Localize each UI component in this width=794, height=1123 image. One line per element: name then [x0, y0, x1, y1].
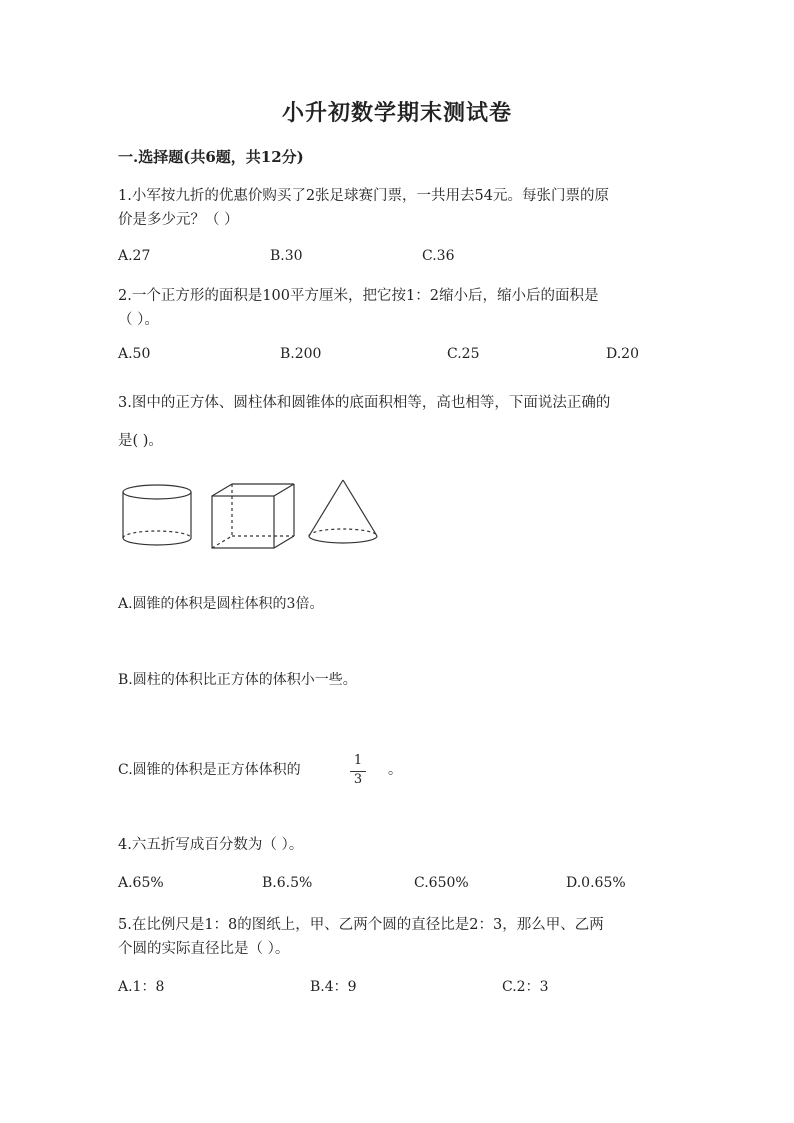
question-2-stem: [118, 284, 678, 332]
question-2-line-1: 2.一个正方形的面积是100平方厘米，把它按1：2缩小后，缩小后的面积是: [118, 288, 599, 304]
question-4-option-a[interactable]: A.65%: [118, 875, 164, 891]
question-2-line-2: （ ）。: [118, 312, 159, 328]
question-3-option-c-text: C.圆锥的体积是正方体体积的: [118, 762, 301, 778]
section-title: 一.选择题(共6题，共12分): [118, 148, 304, 166]
question-4-option-b[interactable]: B.6.5%: [262, 875, 313, 891]
fraction-numerator: 1: [353, 753, 363, 768]
question-4-stem: [118, 833, 678, 857]
question-3-option-c-tail: 。: [388, 762, 402, 778]
cube-shape: [212, 484, 294, 548]
question-3-figure: [112, 476, 392, 556]
question-1-option-c[interactable]: C.36: [422, 248, 455, 264]
question-2-option-a[interactable]: A.50: [118, 346, 151, 362]
question-1-option-b[interactable]: B.30: [270, 248, 303, 264]
question-1-line-1: 1.小军按九折的优惠价购买了2张足球赛门票，一共用去54元。每张门票的原: [118, 188, 610, 204]
question-2-option-d[interactable]: D.20: [606, 346, 639, 362]
question-3-stem: [118, 384, 678, 460]
question-3-line-1: 3.图中的正方体、圆柱体和圆锥体的底面积相等，高也相等，下面说法正确的: [118, 395, 611, 411]
question-1-stem: [118, 184, 678, 232]
page-title: 小升初数学期末测试卷: [281, 100, 512, 126]
question-5-option-a[interactable]: A.1：8: [118, 979, 165, 995]
question-5-option-c[interactable]: C.2：3: [502, 979, 549, 995]
cone-shape: [309, 480, 377, 543]
question-2-option-b[interactable]: B.200: [280, 346, 322, 362]
question-3-line-2: 是( )。: [118, 433, 163, 449]
question-2-option-c[interactable]: C.25: [447, 346, 480, 362]
question-3-option-a[interactable]: A.圆锥的体积是圆柱体积的3倍。: [118, 596, 324, 612]
question-1-option-a[interactable]: A.27: [118, 248, 151, 264]
question-1-line-2: 价是多少元？（ ）: [118, 212, 239, 228]
question-4-option-c[interactable]: C.650%: [414, 875, 469, 891]
question-4-option-d[interactable]: D.0.65%: [566, 875, 626, 891]
question-5-line-2: 个圆的实际直径比是（ ）。: [118, 941, 290, 957]
question-4-line-1: 4.六五折写成百分数为（ ）。: [118, 837, 304, 853]
question-5-option-b[interactable]: B.4：9: [310, 979, 357, 995]
question-5-stem: [118, 913, 678, 961]
fraction-denominator: 3: [353, 772, 363, 787]
question-3-option-c[interactable]: [118, 759, 301, 779]
question-3-option-b[interactable]: B.圆柱的体积比正方体的体积小一些。: [118, 672, 357, 688]
question-5-line-1: 5.在比例尺是1：8的图纸上，甲、乙两个圆的直径比是2：3，那么甲、乙两: [118, 917, 604, 933]
cylinder-shape: [123, 485, 191, 545]
